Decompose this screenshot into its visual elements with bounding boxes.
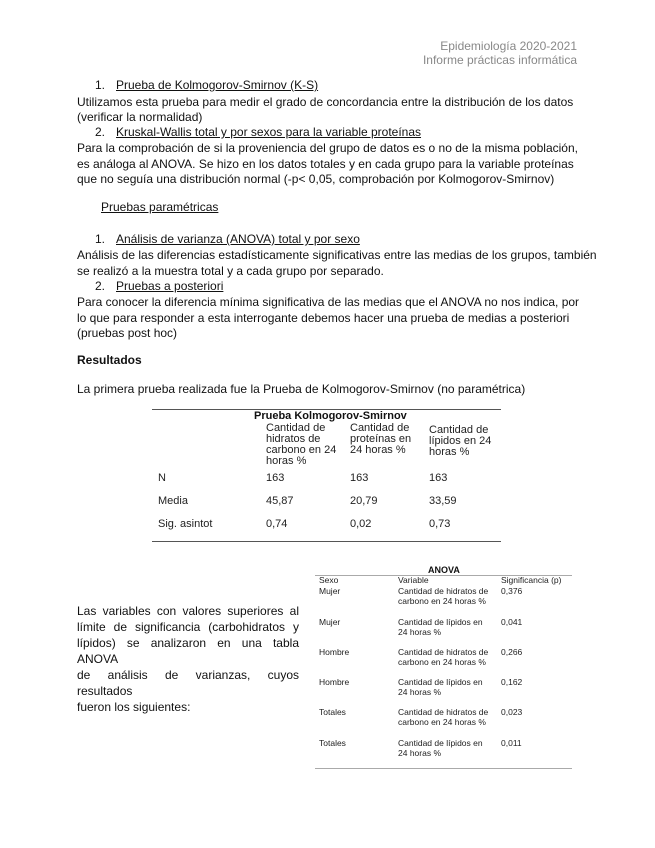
anova-row-variable: Cantidad de hidratos de carbono en 24 horas % <box>398 647 489 667</box>
ks-row-label: N <box>158 472 166 484</box>
side-text-line-2: límite de significancia (carbohidratos y <box>77 620 299 634</box>
anova-bottom-rule <box>315 768 572 769</box>
ks-row-label: Sig. asintot <box>158 518 213 530</box>
posthoc-section-title: Pruebas a posteriori <box>116 279 224 293</box>
anova-row-sig: 0,162 <box>501 677 523 687</box>
ks-cell: 33,59 <box>429 495 457 507</box>
header-line-2: Informe prácticas informática <box>422 53 577 67</box>
posthoc-text-line-2: lo que para responder a esta interrogante debemos hacer una prueba de medias a posteriori <box>77 311 570 325</box>
anova-row-sexo: Mujer <box>319 617 341 627</box>
side-text-line-1: Las variables con valores superiores al <box>77 604 299 618</box>
anova-row-variable: Cantidad de lípidos en 24 horas % <box>398 677 483 697</box>
anova-row-variable: Cantidad de lípidos en 24 horas % <box>398 617 483 637</box>
anova-header-sexo: Sexo <box>319 575 339 585</box>
anova-header-sig: Significancia (p) <box>501 575 562 585</box>
anova-row-sig-significant: 0,041 <box>501 617 523 627</box>
ks-section-title: Prueba de Kolmogorov-Smirnov (K-S) <box>116 78 319 92</box>
anova-row-sexo: Totales <box>319 707 346 717</box>
side-text-line-5: fueron los siguientes: <box>77 700 191 714</box>
anova-row-sexo: Hombre <box>319 647 350 657</box>
ks-col-header-lipids: Cantidad de lípidos en 24 horas % <box>429 424 492 458</box>
anova-table-title: ANOVA <box>428 565 460 575</box>
ks-cell: 0,73 <box>429 518 451 530</box>
header-line-1: Epidemiología 2020-2021 <box>440 39 577 53</box>
list-number: 2. <box>95 279 106 293</box>
anova-row-variable: Cantidad de hidratos de carbono en 24 horas % <box>398 707 489 727</box>
anova-row-sig-significant: 0,011 <box>501 738 522 748</box>
list-number: 1. <box>95 232 106 246</box>
results-title: Resultados <box>77 353 142 367</box>
side-paragraph <box>77 603 299 715</box>
results-intro: La primera prueba realizada fue la Prueba de Kolmogorov-Smirnov (no paramétrica) <box>77 382 526 396</box>
anova-row-variable: Cantidad de lípidos en 24 horas % <box>398 738 483 758</box>
ks-cell: 20,79 <box>350 495 378 507</box>
list-number: 1. <box>95 78 106 92</box>
ks-row-label: Media <box>158 495 188 507</box>
kw-text-line-2: es análoga al ANOVA. Se hizo en los datos totales y en cada grupo para la variable proteínas <box>77 157 574 171</box>
parametric-title: Pruebas paramétricas <box>101 200 219 214</box>
ks-cell: 163 <box>429 472 448 484</box>
anova-row-sexo: Hombre <box>319 677 350 687</box>
ks-cell-significant: 0,02 <box>350 518 372 530</box>
kw-text-line-3: que no seguía una distribución normal (-p< 0,05, comprobación por Kolmogorov-Smirnov) <box>77 172 555 186</box>
posthoc-text-line-3: (pruebas post hoc) <box>77 326 178 340</box>
ks-col-header-carbs: Cantidad de hidratos de carbono en 24 horas % <box>266 422 337 467</box>
anova-header-variable: Variable <box>398 575 429 585</box>
ks-cell: 45,87 <box>266 495 294 507</box>
list-number: 2. <box>95 125 106 139</box>
anova-row-sig: 0,266 <box>501 647 523 657</box>
ks-table-title: Prueba Kolmogorov-Smirnov <box>254 410 407 422</box>
anova-row-variable: Cantidad de hidratos de carbono en 24 horas % <box>398 586 489 606</box>
ks-col-header-proteins: Cantidad de proteínas en 24 horas % <box>350 422 412 456</box>
anova-text-line-2: se realizó a la muestra total y a cada grupo por separado. <box>77 264 384 278</box>
table-bottom-rule <box>152 541 501 542</box>
anova-text-line-1: Análisis de las diferencias estadísticamente significativas entre las medias de los grupos, también <box>77 248 597 262</box>
ks-cell: 0,74 <box>266 518 288 530</box>
side-text-line-3: lípidos) se analizaron en una tabla ANOVA <box>77 636 299 666</box>
ks-cell: 163 <box>350 472 369 484</box>
posthoc-text-line-1: Para conocer la diferencia mínima significativa de las medias que el ANOVA no nos indica, por <box>77 295 580 309</box>
kw-text-line-1: Para la comprobación de si la proveniencia del grupo de datos es o no de la misma población, <box>77 141 578 155</box>
anova-row-sexo: Mujer <box>319 586 341 596</box>
anova-row-sig: 0,376 <box>501 586 523 596</box>
anova-section-title: Análisis de varianza (ANOVA) total y por sexo <box>116 232 360 246</box>
ks-text-line-1: Utilizamos esta prueba para medir el grado de concordancia entre la distribución de los datos <box>77 95 574 109</box>
ks-text-line-2: (verificar la normalidad) <box>77 110 203 124</box>
ks-cell: 163 <box>266 472 285 484</box>
anova-row-sig-significant: 0,023 <box>501 707 523 717</box>
anova-row-sexo: Totales <box>319 738 346 748</box>
kw-section-title: Kruskal-Wallis total y por sexos para la variable proteínas <box>116 125 422 139</box>
side-text-line-4: de análisis de varianzas, cuyos resultados <box>77 668 299 698</box>
